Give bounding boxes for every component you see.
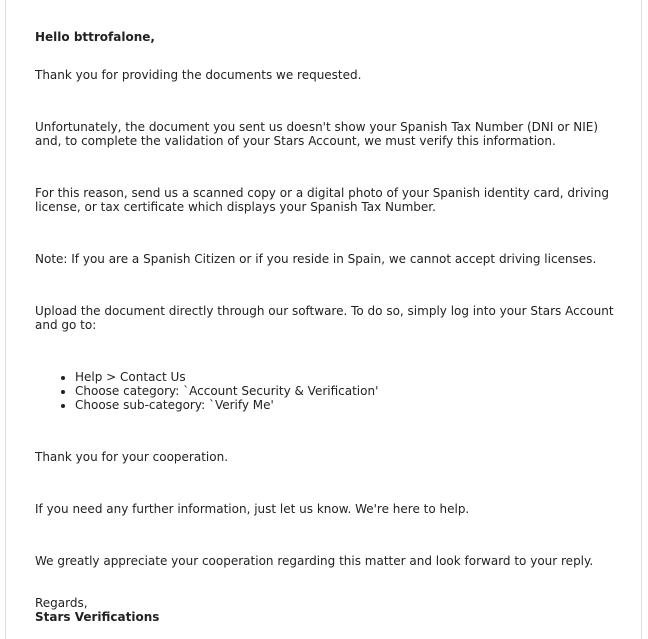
signature: Stars Verifications — [35, 610, 160, 624]
list-item: • Choose sub-category: `Verify Me' — [75, 398, 625, 412]
email-body — [35, 30, 625, 624]
steps-list — [35, 370, 625, 412]
greeting: Hello bttrofalone, — [35, 30, 155, 44]
paragraph-missing-tax-number: Unfortunately, the document you sent us doesn't show your Spanish Tax Number (DNI or NIE) and, to complete the validation of your Stars Account, we must verify this information. — [35, 120, 599, 148]
paragraph-thanks-documents: Thank you for providing the documents we requested. — [35, 68, 362, 82]
paragraph-note-driving-license: Note: If you are a Spanish Citizen or if you reside in Spain, we cannot accept driving licenses. — [35, 252, 597, 266]
paragraph-appreciation: We greatly appreciate your cooperation regarding this matter and look forward to your reply. — [35, 554, 594, 568]
paragraph-send-document: For this reason, send us a scanned copy or a digital photo of your Spanish identity card, driving license, or tax certificate which displays your Spanish Tax Number. — [35, 186, 609, 214]
paragraph-thanks-cooperation: Thank you for your cooperation. — [35, 450, 229, 464]
paragraph-upload-instructions: Upload the document directly through our software. To do so, simply log into your Stars Account and go to: — [35, 304, 614, 332]
paragraph-further-info: If you need any further information, just let us know. We're here to help. — [35, 502, 470, 516]
list-item: • Choose category: `Account Security & Verification' — [75, 384, 625, 398]
list-item: • Help > Contact Us — [75, 370, 625, 384]
closing: Regards, — [35, 596, 88, 610]
